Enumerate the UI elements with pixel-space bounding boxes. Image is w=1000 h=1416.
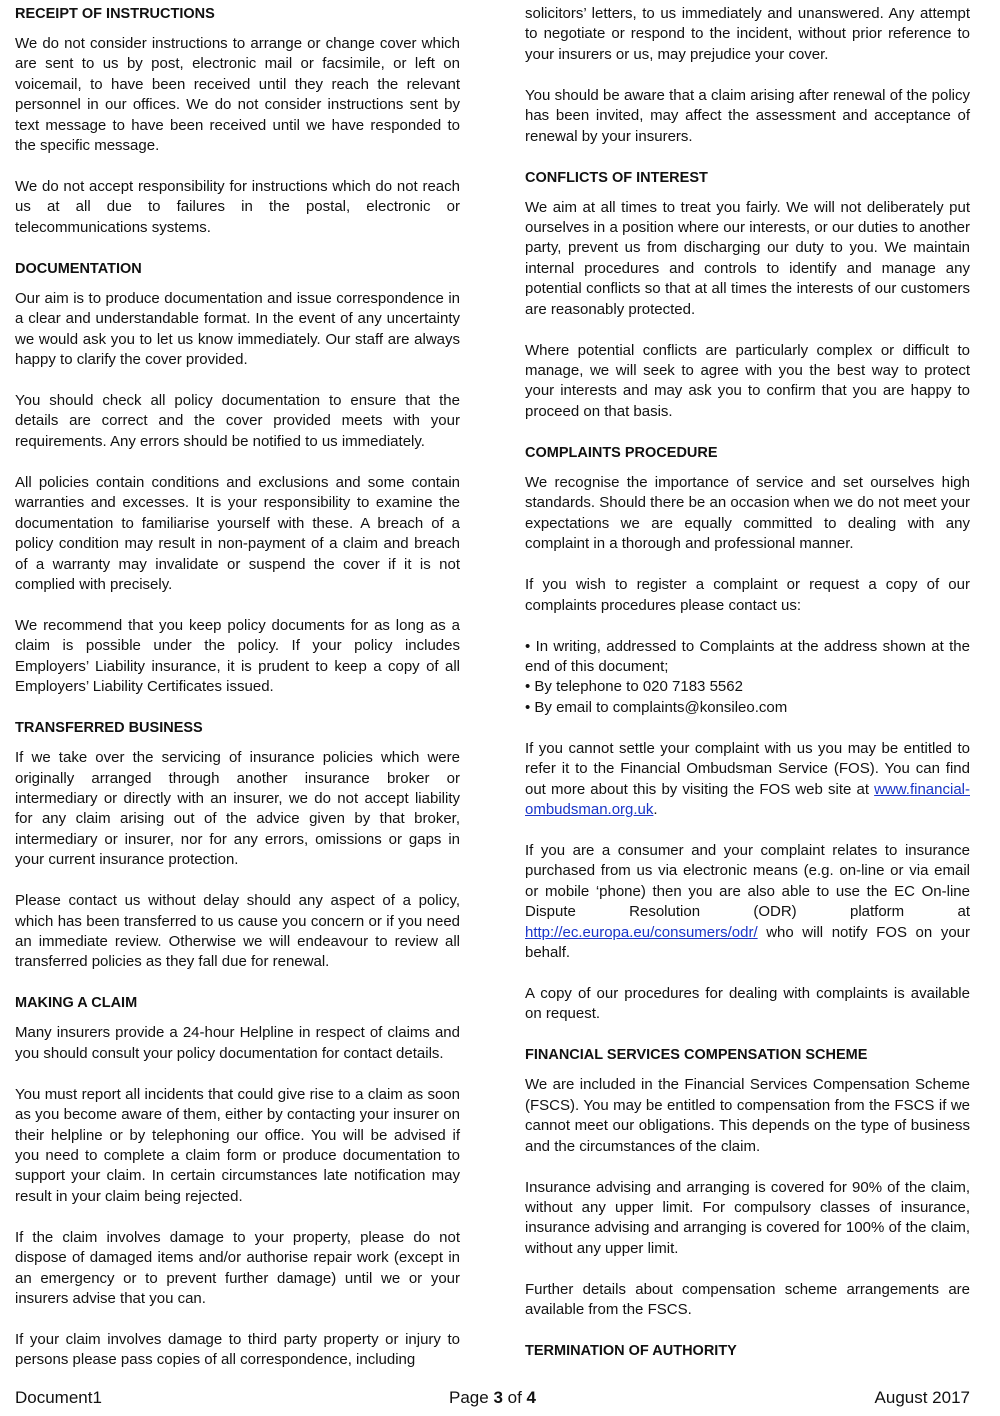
paragraph: If you wish to register a complaint or request a copy of our complaints procedures please contact us:: [525, 576, 970, 614]
paragraph-text: If you cannot settle your complaint with us you may be entitled to refer it to the Financial Ombudsman Service (FOS). You can find out more about this by visiting the FOS web site at: [525, 739, 970, 798]
paragraph: solicitors’ letters, to us immediately and unanswered. Any attempt to negotiate or respond to the incident, without prior reference to your insurers or us, may prejudice your cover.: [525, 5, 970, 63]
page-footer: [15, 1386, 970, 1410]
fos-website-link[interactable]: www.financial-ombudsman.org.uk: [525, 780, 970, 818]
paragraph: If we take over the servicing of insurance policies which were originally arranged through another insurance broker or intermediary or directly with an insurer, we do not accept liability for any claim arising out of the advice given by that broker, intermediary or insurer, nor for any errors, omissions or gaps in your current insurance protection.: [15, 749, 460, 869]
section-heading-fscs: FINANCIAL SERVICES COMPENSATION SCHEME: [525, 1047, 868, 1064]
paragraph: A copy of our procedures for dealing with complaints is available on request.: [525, 984, 970, 1023]
paragraph-text: who will notify FOS on your behalf.: [525, 923, 970, 961]
section-heading-transferred: TRANSFERRED BUSINESS: [15, 720, 203, 737]
paragraph: We do not consider instructions to arrange or change cover which are sent to us by post, electronic mail or facsimile, or left on voicemail, to have been received until they reach the relevant personnel in our offices. We do not consider instructions sent by text message to have been received until we have responded to the specific message.: [15, 35, 460, 155]
paragraph-text: If you are a consumer and your complaint relates to insurance purchased from us via electronic means (e.g. on-line or via email or mobile ‘phone) then you are also able to use the EC On-line Dispute Resolution (ODR) platform at: [525, 841, 970, 921]
paragraph: You should be aware that a claim arising after renewal of the policy has been invited, may affect the assessment and acceptance of renewal by your insurers.: [525, 86, 970, 145]
document-date: August 2017: [874, 1388, 970, 1407]
page-number: [15, 1386, 970, 1410]
paragraph: Where potential conflicts are particularly complex or difficult to manage, we will seek to agree with you the best way to protect your interests and may ask you to confirm that you are happy to proceed on that basis.: [525, 341, 970, 420]
section-heading-conflicts: CONFLICTS OF INTEREST: [525, 169, 708, 186]
paragraph: If your claim involves damage to third party property or injury to persons please pass copies of all correspondence, including: [15, 1331, 460, 1369]
paragraph: Our aim is to produce documentation and issue correspondence in a clear and understandable format. In the event of any uncertainty we would ask you to let us know immediately. Our staff are always happy to clarify the cover provided.: [15, 289, 460, 369]
paragraph-text: .: [653, 800, 658, 818]
paragraph: You should check all policy documentation to ensure that the details are correct and the cover provided meets with your requirements. Any errors should be notified to us immediately.: [15, 392, 460, 450]
list-item: • By telephone to 020 7183 5562: [525, 678, 743, 696]
list-item: • In writing, addressed to Complaints at the address shown at the end of this document;: [525, 637, 970, 675]
page-total: 4: [526, 1388, 536, 1407]
section-heading-complaints: COMPLAINTS PROCEDURE: [525, 444, 718, 461]
section-heading-termination: TERMINATION OF AUTHORITY: [525, 1343, 737, 1360]
paragraph: We recognise the importance of service and set ourselves high standards. Should there be an occasion when we do not meet your expectations we are equally committed to dealing with any complaint in a thorough and professional manner.: [525, 473, 970, 553]
right-column: [525, 4, 970, 1371]
section-heading-claim: MAKING A CLAIM: [15, 995, 138, 1012]
section-heading-receipt: RECEIPT OF INSTRUCTIONS: [15, 6, 215, 22]
page-prefix: Page: [449, 1388, 494, 1407]
paragraph: If the claim involves damage to your property, please do not dispose of damaged items and/or authorise repair work (except in an emergency or to prevent further damage) until we or your insurers advise that you can.: [15, 1228, 460, 1308]
list-item: • By email to complaints@konsileo.com: [525, 698, 788, 716]
section-heading-documentation: DOCUMENTATION: [15, 260, 142, 277]
contact-methods-list: [525, 637, 970, 719]
paragraph: You must report all incidents that could give rise to a claim as soon as you become aware of them, either by contacting your insurer on their helpline or by telephoning our office. You will be advised if you need to complete a claim form or produce documentation to support your claim. In certain circumstances late notification may result in your claim being rejected.: [15, 1085, 460, 1205]
paragraph: Insurance advising and arranging is covered for 90% of the claim, without any upper limit. For compulsory classes of insurance, insurance advising and arranging is covered for 100% of the claim, without any upper limit.: [525, 1178, 970, 1257]
paragraph: Many insurers provide a 24-hour Helpline in respect of claims and you should consult your policy documentation for contact details.: [15, 1024, 460, 1062]
odr-platform-link[interactable]: http://ec.europa.eu/consumers/odr/: [525, 923, 758, 941]
paragraph: We recommend that you keep policy documents for as long as a claim is possible under the policy. If your policy includes Employers’ Liability insurance, it is prudent to keep a copy of all Employers’ Liability Certificates issued.: [15, 616, 460, 696]
paragraph: [525, 739, 970, 821]
paragraph: Further details about compensation scheme arrangements are available from the FSCS.: [525, 1280, 970, 1319]
paragraph: We do not accept responsibility for instructions which do not reach us at all due to failures in the postal, electronic or telecommunications systems.: [15, 178, 460, 236]
left-column: [15, 4, 460, 1371]
page-current: 3: [493, 1388, 503, 1407]
paragraph: We are included in the Financial Services Compensation Scheme (FSCS). You may be entitled to compensation from the FSCS if we cannot meet our obligations. This depends on the type of business and the circumstances of the claim.: [525, 1076, 970, 1155]
paragraph: We aim at all times to treat you fairly. We will not deliberately put ourselves in a position where our interests, or our duties to another party, prevent us from discharging our duty to you. We maintain internal procedures and controls to identify and manage any potential conflicts so that at all times the interests of our customers are reasonably protected.: [525, 198, 970, 318]
paragraph: Please contact us without delay should any aspect of a policy, which has been transferred to us cause you concern or if you need an immediate review. Otherwise we will endeavour to review all transferred policies as they fall due for renewal.: [15, 892, 460, 971]
paragraph: [525, 841, 970, 963]
document-name: Document1: [15, 1388, 102, 1407]
paragraph: All policies contain conditions and exclusions and some contain warranties and excesses. It is your responsibility to examine the documentation to familiarise yourself with these. A breach of a policy condition may result in non-payment of a claim and breach of a warranty may invalidate or suspend the cover if it is not complied with precisely.: [15, 473, 460, 593]
page-of: of: [502, 1388, 527, 1407]
